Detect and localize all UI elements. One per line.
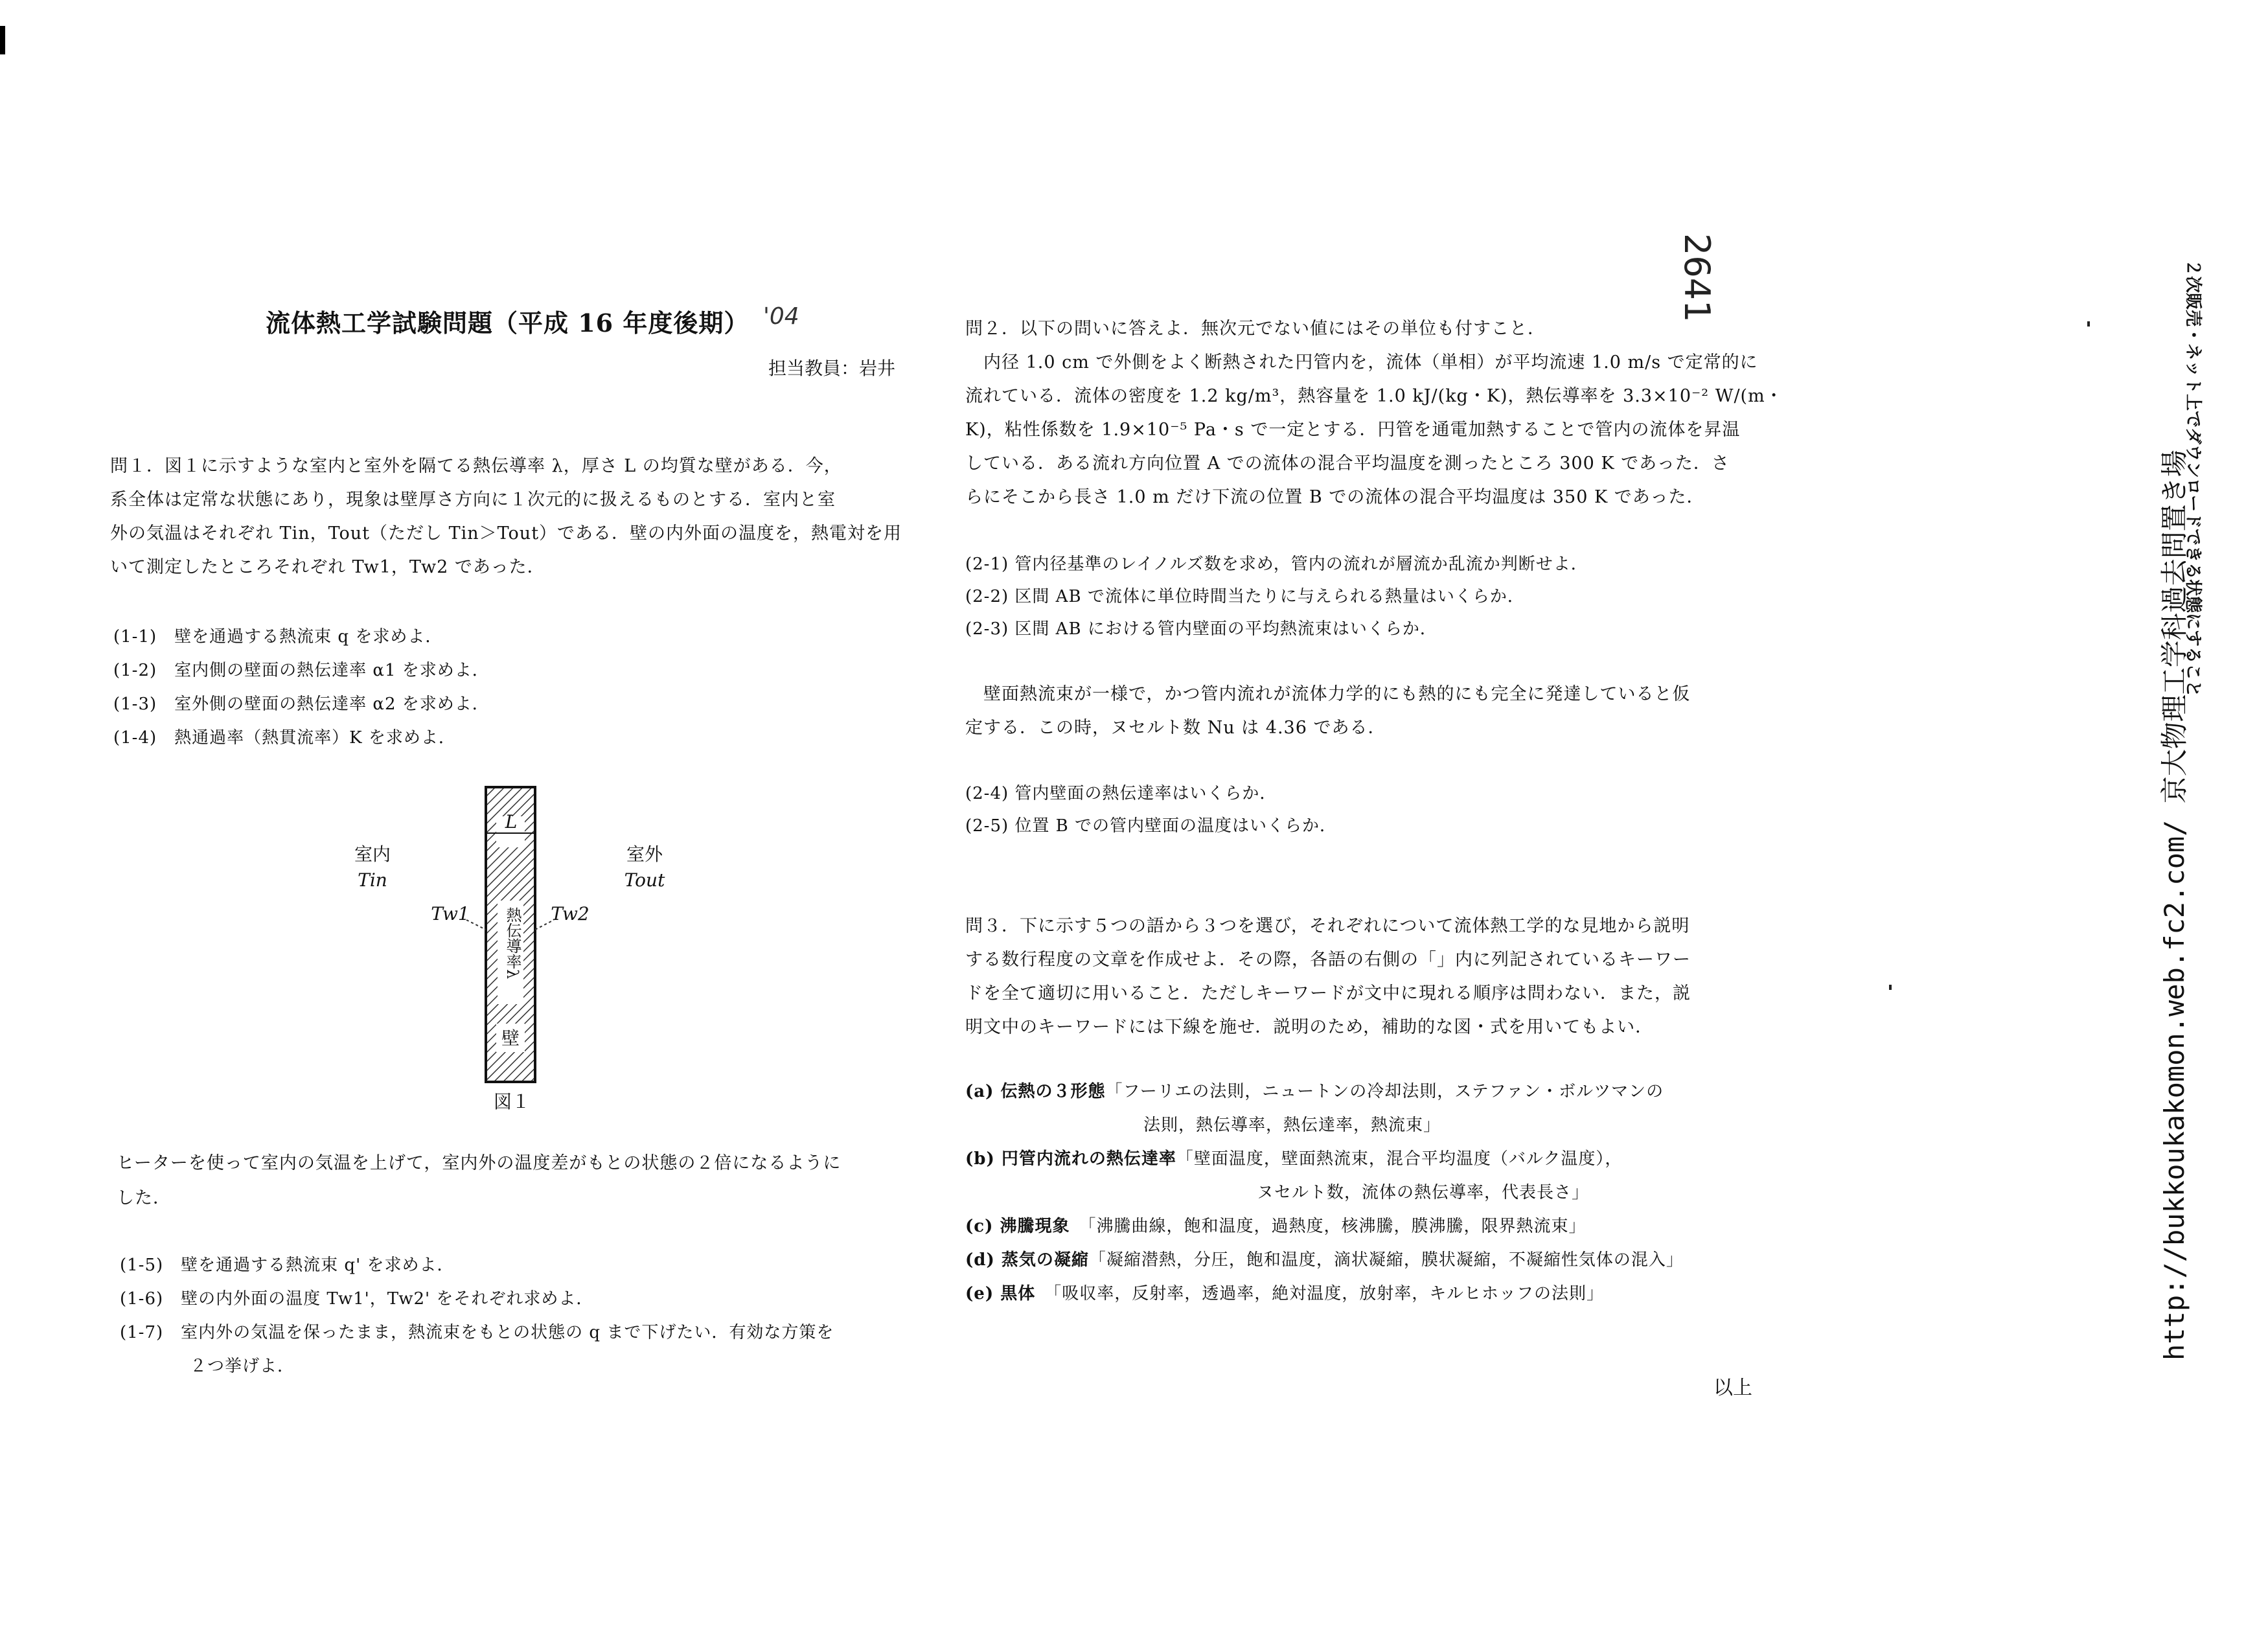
q1-intro-line: 外の気温はそれぞれ Tin，Tout（ただし Tin＞Tout）である．壁の内外面の温度を，熱電対を用: [110, 523, 902, 544]
scan-corner-mark: [0, 26, 5, 54]
q3-term-keywords: 「壁面温度，壁面熱流束，混合平均温度（バルク温度），: [1176, 1149, 1623, 1169]
q2-item: (2-1) 管内径基準のレイノルズ数を求め，管内の流れが層流か乱流か判断せよ．: [965, 555, 1588, 574]
q3-term-head: (c) 沸騰現象: [965, 1217, 1070, 1236]
q3-term-head: (b) 円管内流れの熱伝達率: [965, 1149, 1176, 1169]
q3-term-head: (d) 蒸気の凝縮: [965, 1250, 1089, 1270]
q1-item: (1-4) 熱通過率（熱貫流率）K を求めよ．: [113, 728, 456, 748]
tout-label: Tout: [624, 869, 665, 891]
tw2-label: Tw2: [551, 903, 590, 924]
handwritten-id: 2641: [1677, 233, 1717, 323]
q3-term: [1257, 1180, 1589, 1206]
tin-label: Tin: [358, 869, 387, 891]
q3-intro-line: する数行程度の文章を作成せよ．その際，各語の右側の「」内に列記されているキーワー: [965, 950, 1691, 970]
q1-mid-line: ヒーターを使って室内の気温を上げて，室内外の温度差がもとの状態の２倍になるように: [117, 1153, 842, 1173]
q3-term-head: (e) 黒体: [965, 1284, 1036, 1303]
q2-item: (2-4) 管内壁面の熱伝達率はいくらか．: [965, 784, 1277, 803]
q2-mid-line: 壁面熱流束が一様で，かつ管内流れが流体力学的にも熱的にも完全に発達していると仮: [965, 684, 1691, 704]
q2-mid-line: 定する．この時，ヌセルト数 Nu は 4.36 である．: [965, 718, 1386, 738]
q3-intro-line: 問３．下に示す５つの語から３つを選び，それぞれについて流体熱工学的な見地から説明: [965, 916, 1690, 936]
q3-term: [965, 1248, 1684, 1273]
q2-intro-line: K)，粘性係数を 1.9×10⁻⁵ Pa・s で一定とする．円管を通電加熱することで管内の流体を昇温: [965, 420, 1741, 440]
q1-item: (1-1) 壁を通過する熱流束 q を求めよ．: [113, 627, 443, 647]
q3-term-keywords: 法則，熱伝導率，熱伝達率，熱流束」: [1143, 1116, 1441, 1135]
q1-item: (1-6) 壁の内外面の温度 Tw1'，Tw2' をそれぞれ求めよ．: [120, 1289, 594, 1309]
q3-term: [965, 1214, 1586, 1239]
q2-item: (2-3) 区間 AB における管内壁面の平均熱流束はいくらか．: [965, 619, 1438, 639]
q3-term-keywords: 「吸収率，反射率，透過率，絶対温度，放射率，キルヒホッフの法則」: [1035, 1284, 1604, 1303]
q3-intro-line: 明文中のキーワードには下線を施せ．説明のため，補助的な図・式を用いてもよい．: [965, 1017, 1654, 1037]
q1-item: (1-5) 壁を通過する熱流束 q' を求めよ．: [120, 1256, 455, 1275]
tw1-label: Tw1: [431, 903, 470, 924]
thickness-label: L: [505, 811, 518, 832]
source-url: http://bukkoukakomon.web.fc2.com/ 京大物理工学科過去問置き場: [2159, 450, 2190, 1360]
conductivity-label: 熱伝導率λ: [503, 907, 521, 980]
scan-speck: [2087, 321, 2090, 327]
exam-title: 流体熱工学試験問題（平成 16 年度後期）: [266, 308, 750, 338]
q1-item: ２つ挙げよ．: [120, 1357, 295, 1376]
q3-term: [1143, 1113, 1441, 1138]
q3-term-keywords: 「凝縮潜熱，分圧，飽和温度，滴状凝縮，膜状凝縮，不凝縮性気体の混入」: [1088, 1250, 1684, 1270]
q1-mid-line: した．: [117, 1188, 171, 1208]
q1-intro-line: 系全体は定常な状態にあり，現象は壁厚さ方向に１次元的に扱えるものとする．室内と室: [110, 490, 836, 510]
wall-label: 壁: [501, 1027, 520, 1049]
handwritten-year-note: '04: [763, 303, 799, 330]
q2-item: (2-5) 位置 B での管内壁面の温度はいくらか．: [965, 816, 1338, 836]
q2-intro-line: 内径 1.0 cm で外側をよく断熱された円管内を，流体（単相）が平均流速 1.0 m/s で定常的に: [965, 352, 1758, 373]
q2-intro-line: 流れている．流体の密度を 1.2 kg/m³，熱容量を 1.0 kJ/(kg・K)，熱伝導率を 3.3×10⁻² W/(m・: [965, 386, 1783, 406]
q3-intro-line: ドを全て適切に用いること．ただしキーワードが文中に現れる順序は問わない．また，説: [965, 983, 1691, 1004]
q3-term-keywords: 「沸騰曲線，飽和温度，過熱度，核沸騰，膜沸騰，限界熱流束」: [1070, 1217, 1586, 1236]
wall-diagram: [324, 784, 726, 1088]
q2-intro-line: している．ある流れ方向位置 A での流体の混合平均温度を測ったところ 300 K であった．さ: [965, 453, 1730, 474]
q1-item: (1-3) 室外側の壁面の熱伝達率 α2 を求めよ．: [113, 694, 490, 714]
figure-1: [324, 784, 726, 1121]
q3-term-keywords: ヌセルト数，流体の熱伝導率，代表長さ」: [1257, 1183, 1590, 1202]
q1-intro-line: 問１．図１に示すような室内と室外を隔てる熱伝導率 λ，厚さ L の均質な壁がある．今，: [110, 456, 842, 476]
q3-term: [965, 1281, 1604, 1307]
q2-intro-line: 問２．以下の問いに答えよ．無次元でない値にはその単位も付すこと．: [965, 319, 1546, 339]
q2-intro-line: らにそこから長さ 1.0 m だけ下流の位置 B での流体の混合平均温度は 350 K であった．: [965, 487, 1705, 507]
q3-term-keywords: 「フーリエの法則，ニュートンの冷却法則，ステファン・ボルツマンの: [1105, 1082, 1664, 1101]
figure-caption: 図１: [494, 1091, 531, 1112]
outdoor-label: 室外: [626, 843, 663, 865]
q1-intro-line: いて測定したところそれぞれ Tw1，Tw2 であった．: [110, 557, 545, 577]
end-mark: 以上: [1713, 1377, 1752, 1399]
q1-item: (1-2) 室内側の壁面の熱伝達率 α1 を求めよ．: [113, 661, 490, 680]
instructor-label: 担当教員：岩井: [768, 358, 896, 379]
indoor-label: 室内: [354, 843, 391, 865]
q3-term: [965, 1147, 1622, 1172]
distribution-note: ２次販売・ネット上でダウンロードできる状態にすること: [2183, 259, 2203, 698]
q1-item: (1-7) 室内外の気温を保ったまま，熱流束をもとの状態の q まで下げたい．有効な方策を: [120, 1323, 834, 1342]
scan-speck: [1889, 985, 1892, 990]
q2-item: (2-2) 区間 AB で流体に単位時間当たりに与えられる熱量はいくらか．: [965, 587, 1525, 606]
q3-term-head: (a) 伝熱の３形態: [965, 1082, 1106, 1101]
q3-term: [965, 1079, 1664, 1105]
